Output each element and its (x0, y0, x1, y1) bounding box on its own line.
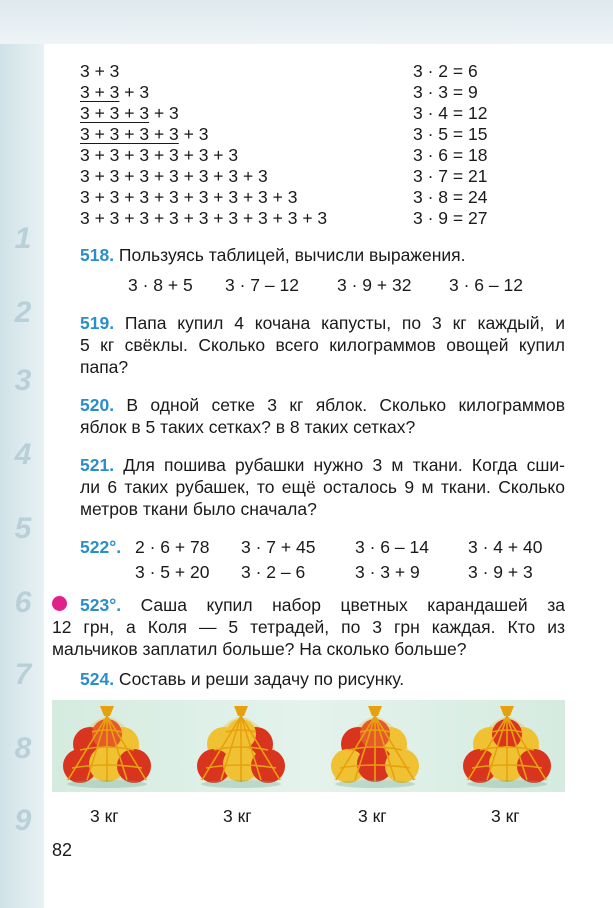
task-524: 524. Составь и реши задачу по рисунку. (80, 669, 405, 689)
expression: 3 · 9 + 32 (337, 275, 412, 295)
weight-label: 3 кг (358, 806, 387, 826)
task-number: 519. (80, 313, 115, 333)
apple-bag-icon (462, 704, 552, 790)
difficulty-marker (52, 596, 67, 611)
task-number: 524. (80, 669, 115, 689)
side-number: 4 (14, 438, 32, 471)
task-number: 521. (80, 455, 115, 475)
side-number: 9 (14, 804, 32, 837)
side-number: 1 (14, 222, 32, 255)
sum-row: 3 + 3 + 3 (80, 82, 150, 102)
expression: 3 · 5 + 20 (135, 562, 210, 582)
expression: 3 · 7 – 12 (225, 275, 299, 295)
expression: 3 · 8 + 5 (128, 275, 193, 295)
weight-label: 3 кг (491, 806, 520, 826)
task-number: 518. (80, 245, 115, 265)
side-number: 6 (14, 586, 32, 619)
task-520: 520. В одной сетке 3 кг яблок. Сколько килограммов яблок в 5 таких сетках? в 8 таких сетках? (80, 395, 565, 437)
expression: 3 · 2 – 6 (241, 562, 306, 582)
expression: 3 · 3 + 9 (355, 562, 420, 582)
product-row: 3 · 4 = 12 (413, 103, 488, 123)
task-521: 521. Для пошива рубашки нужно 3 м ткани. Когда сши- ли 6 таких рубашек, то ещё осталось 9 м ткани. Сколько метров ткани было сначала? (80, 455, 565, 519)
sum-row: 3 + 3 (80, 61, 120, 81)
product-row: 3 · 3 = 9 (413, 82, 478, 102)
sum-row: 3 + 3 + 3 + 3 + 3 + 3 (80, 145, 239, 165)
expression: 3 · 6 – 12 (449, 275, 523, 295)
weight-label: 3 кг (223, 806, 252, 826)
product-row: 3 · 7 = 21 (413, 166, 488, 186)
sum-row: 3 + 3 + 3 + 3 + 3 + 3 + 3 + 3 (80, 187, 298, 207)
product-row: 3 · 6 = 18 (413, 145, 488, 165)
apple-bag-icon (196, 704, 286, 790)
product-row: 3 · 2 = 6 (413, 61, 478, 81)
side-number: 8 (14, 732, 32, 765)
sum-row: 3 + 3 + 3 + 3 + 3 (80, 124, 209, 144)
expression: 2 · 6 + 78 (135, 537, 210, 557)
task-number: 520. (80, 395, 115, 415)
apple-bag-icon (62, 704, 152, 790)
task-519: 519. Папа купил 4 кочана капусты, по 3 кг каждый, и 5 кг свёклы. Сколько всего килограммов овощей купил папа? (80, 313, 565, 377)
apple-bag-icon (330, 704, 420, 790)
side-number: 3 (14, 364, 32, 397)
product-row: 3 · 9 = 27 (413, 208, 488, 228)
page-number: 82 (52, 840, 73, 860)
side-number: 5 (14, 512, 32, 545)
task-518: 518. Пользуясь таблицей, вычисли выражения. (80, 245, 466, 265)
product-row: 3 · 8 = 24 (413, 187, 488, 207)
product-row: 3 · 5 = 15 (413, 124, 488, 144)
task-number: 523°. (80, 595, 122, 615)
expression: 3 · 6 – 14 (355, 537, 429, 557)
top-band (0, 0, 613, 44)
weight-label: 3 кг (90, 806, 119, 826)
sum-row: 3 + 3 + 3 + 3 + 3 + 3 + 3 + 3 + 3 (80, 208, 328, 228)
side-band (0, 44, 44, 908)
task-523: 523°. Саша купил набор цветных карандашей за 12 грн, а Коля — 5 тетрадей, по 3 грн каждая. Кто из мальчиков заплатил больше? На сколько больше? (52, 595, 565, 659)
sum-row: 3 + 3 + 3 + 3 (80, 103, 179, 123)
sum-row: 3 + 3 + 3 + 3 + 3 + 3 + 3 (80, 166, 268, 186)
side-number: 2 (14, 296, 32, 329)
task-number: 522°. (80, 537, 122, 557)
expression: 3 · 9 + 3 (468, 562, 533, 582)
side-number: 7 (14, 658, 32, 691)
expression: 3 · 7 + 45 (241, 537, 316, 557)
expression: 3 · 4 + 40 (468, 537, 543, 557)
